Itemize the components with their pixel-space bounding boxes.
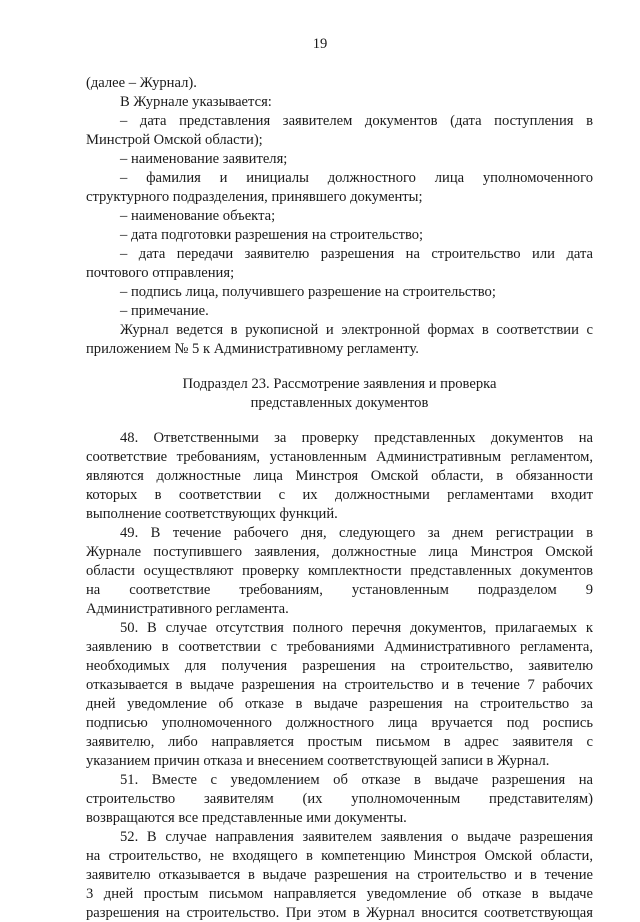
- text-line: 52. В случае направления заявителем заявления о выдаче разрешения: [120, 829, 593, 845]
- text-line: структурного подразделения, принявшего документы;: [86, 189, 423, 205]
- page-number: 19: [312, 36, 328, 52]
- text-line: дней уведомление об отказе в выдаче разрешения на строительство за: [86, 696, 593, 712]
- text-line: выполнение соответствующих функций.: [86, 506, 338, 522]
- text-line: Административного регламента.: [86, 601, 289, 617]
- text-line: – дата подготовки разрешения на строительство;: [120, 227, 424, 243]
- text-line: соответствие требованиям, установленным Административным регламентом,: [86, 449, 593, 465]
- text-line: разрешения на строительство. При этом в Журнал вносится соответствующая: [86, 905, 593, 921]
- text-line: – подпись лица, получившего разрешение на строительство;: [120, 284, 496, 300]
- section-heading: Подраздел 23. Рассмотрение заявления и проверка: [182, 376, 497, 392]
- text-line: на соответствие требованиям, установленным подразделом 9: [86, 582, 593, 598]
- text-line: 49. В течение рабочего дня, следующего за днем регистрации в: [120, 525, 593, 541]
- text-line: заявлению в соответствии с требованиями Административного регламента,: [86, 639, 593, 655]
- text-line: заявителю отказывается в выдаче разрешения на строительство и в течение: [86, 867, 593, 883]
- text-line: области осуществляют проверку комплектности представленных документов: [86, 563, 593, 579]
- text-line: подписью уполномоченного должностного лица вручается под роспись: [86, 715, 593, 731]
- text-line: почтового отправления;: [86, 265, 235, 281]
- text-line: 3 дней простым письмом направляется уведомление об отказе в выдаче: [86, 886, 593, 902]
- text-line: возвращаются все представленные ими документы.: [86, 810, 407, 826]
- text-line: которых в соответствии с их должностными регламентами входит: [86, 487, 593, 503]
- text-line: заявителю, либо направляется простым письмом в адрес заявителя с: [86, 734, 593, 750]
- text-line: указанием причин отказа и внесением соответствующей записи в Журнал.: [86, 753, 550, 769]
- text-line: – наименование объекта;: [120, 208, 276, 224]
- text-line: (далее – Журнал).: [86, 75, 197, 91]
- text-line: – дата представления заявителем документов (дата поступления в: [120, 113, 593, 129]
- text-line: – дата передачи заявителю разрешения на строительство или дата: [120, 246, 593, 262]
- text-line: на строительство, не входящего в компетенцию Минстроя Омской области,: [86, 848, 593, 864]
- text-line: 50. В случае отсутствия полного перечня документов, прилагаемых к: [120, 620, 593, 636]
- text-line: отказывается в выдаче разрешения на строительство и в течение 7 рабочих: [86, 677, 593, 693]
- text-line: Минстрой Омской области);: [86, 132, 263, 148]
- text-line: В Журнале указывается:: [120, 94, 272, 110]
- section-heading: представленных документов: [250, 395, 429, 411]
- text-line: Журнал ведется в рукописной и электронной формах в соответствии с: [120, 322, 593, 338]
- text-line: 48. Ответственными за проверку представленных документов на: [120, 430, 593, 446]
- text-line: Журнале поступившего заявления, должностные лица Минстроя Омской: [86, 544, 593, 560]
- text-line: строительство заявителям (их уполномоченным представителям): [86, 791, 593, 807]
- text-line: являются должностные лица Минстроя Омской области, в обязанности: [86, 468, 593, 484]
- text-line: – фамилия и инициалы должностного лица уполномоченного: [120, 170, 593, 186]
- text-line: необходимых для получения разрешения на строительство, заявителю: [86, 658, 593, 674]
- text-line: – наименование заявителя;: [120, 151, 288, 167]
- text-line: приложением № 5 к Административному регламенту.: [86, 341, 419, 357]
- text-line: 51. Вместе с уведомлением об отказе в выдаче разрешения на: [120, 772, 593, 788]
- text-line: – примечание.: [120, 303, 209, 319]
